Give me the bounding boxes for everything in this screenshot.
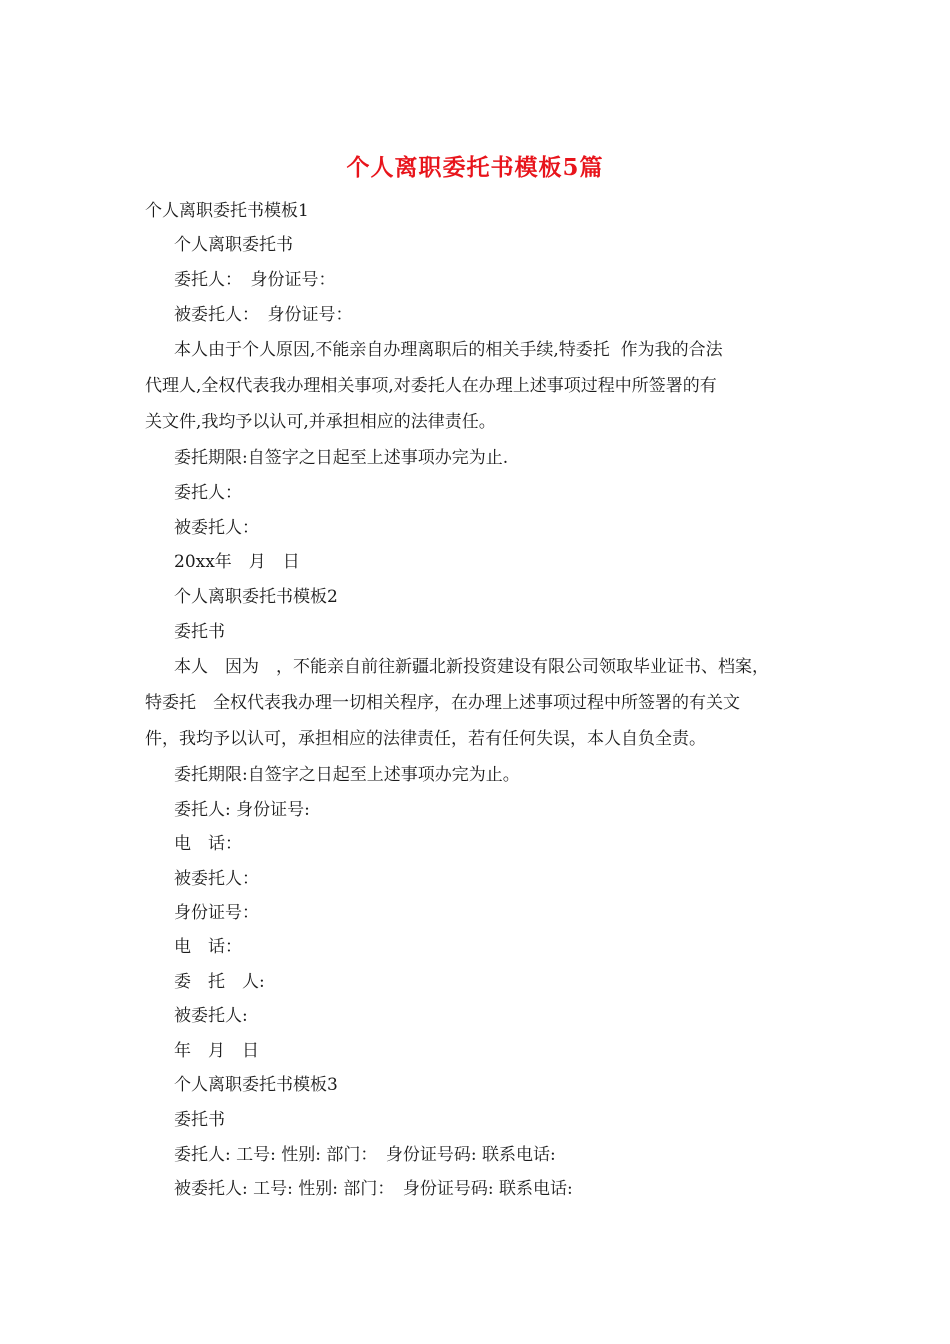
paragraph: 委托书 xyxy=(174,622,225,642)
paragraph: 件，我均予以认可，承担相应的法律责任，若有任何失误，本人自负全责。 xyxy=(145,729,706,749)
paragraph: 电 话： xyxy=(174,834,242,854)
paragraph: 被委托人: xyxy=(174,1006,248,1026)
document-title: 个人离职委托书模板5篇 xyxy=(346,154,604,181)
paragraph: 20xx年 月 日 xyxy=(174,552,300,572)
paragraph: 委托期限:自签字之日起至上述事项办完为止。 xyxy=(174,765,520,785)
paragraph: 委托人: 工号: 性别: 部门： 身份证号码: 联系电话: xyxy=(174,1145,556,1165)
section-heading-2: 个人离职委托书模板2 xyxy=(174,587,338,607)
paragraph: 被委托人： 身份证号： xyxy=(174,305,353,325)
paragraph: 被委托人： xyxy=(174,518,259,538)
paragraph: 委托书 xyxy=(174,1110,225,1130)
paragraph: 委托人： xyxy=(174,483,242,503)
paragraph: 关文件,我均予以认可,并承担相应的法律责任。 xyxy=(145,412,496,432)
paragraph: 被委托人： xyxy=(174,869,259,889)
paragraph: 委 托 人: xyxy=(174,972,265,992)
paragraph: 身份证号： xyxy=(174,903,259,923)
paragraph: 委托期限:自签字之日起至上述事项办完为止. xyxy=(174,448,509,468)
paragraph: 特委托 全权代表我办理一切相关程序，在办理上述事项过程中所签署的有关文 xyxy=(145,693,740,713)
paragraph: 委托人: 身份证号: xyxy=(174,800,310,820)
paragraph: 年 月 日 xyxy=(174,1041,259,1061)
section-heading-3: 个人离职委托书模板3 xyxy=(174,1075,338,1095)
paragraph: 本人 因为 ，不能亲自前往新疆北新投资建设有限公司领取毕业证书、档案， xyxy=(174,657,769,677)
paragraph: 委托人： 身份证号： xyxy=(174,270,336,290)
paragraph: 被委托人: 工号: 性别: 部门： 身份证号码: 联系电话: xyxy=(174,1179,573,1199)
paragraph: 本人由于个人原因,不能亲自办理离职后的相关手续,特委托 作为我的合法 xyxy=(174,340,723,360)
paragraph: 电 话： xyxy=(174,937,242,957)
paragraph: 代理人,全权代表我办理相关事项,对委托人在办理上述事项过程中所签署的有 xyxy=(145,376,717,396)
paragraph: 个人离职委托书 xyxy=(174,235,293,255)
section-heading-1: 个人离职委托书模板1 xyxy=(145,201,309,221)
